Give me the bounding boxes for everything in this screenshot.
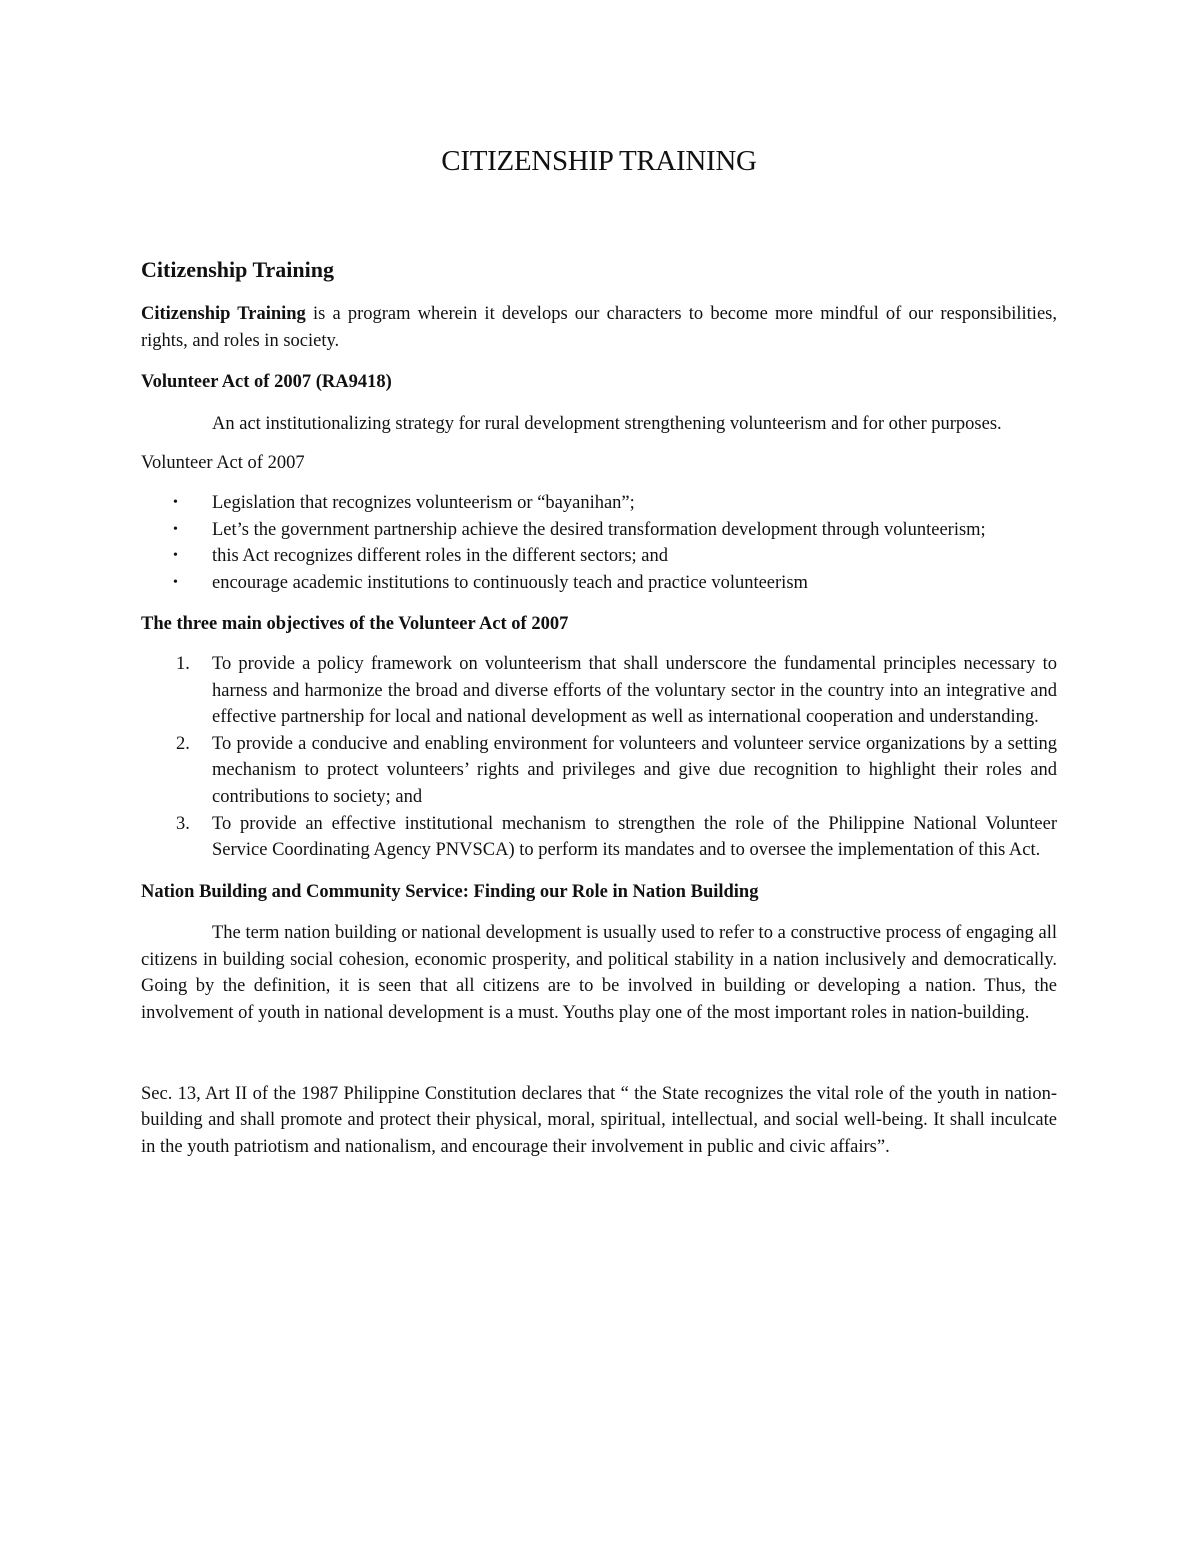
constitution-paragraph: Sec. 13, Art II of the 1987 Philippine Constitution declares that “ the State recognizes the vital role of the youth in nation-building and shall promote and protect their physical, moral, spiritual, intellectual, and social well-being. It shall inculcate in the youth patriotism and nationalism, and encourage their involvement in public and civic affairs”. <box>141 1083 1057 1157</box>
intro-bold-lead: Citizenship Training <box>141 304 306 324</box>
list-item-text: To provide a policy framework on volunteerism that shall underscore the fundamental principles necessary to harness and harmonize the broad and diverse efforts of the voluntary sector in the country into an integrative and effective partnership for local and national development as well as international cooperation and understanding. <box>212 653 1057 728</box>
list-item-text: this Act recognizes different roles in the different sectors; and <box>212 546 669 567</box>
list-item <box>173 570 1057 597</box>
list-item <box>176 651 1057 731</box>
bullet-marker: • <box>173 548 178 564</box>
list-item <box>176 731 1057 811</box>
intro-text: is a program wherein it develops our characters to become more mindful of our responsibilities, rights, and roles in society. <box>141 304 1057 351</box>
nation-building-heading: Nation Building and Community Service: Finding our Role in Nation Building <box>141 881 759 902</box>
volunteer-act-heading: Volunteer Act of 2007 (RA9418) <box>141 372 392 393</box>
section-heading-citizenship-training: Citizenship Training <box>141 257 334 282</box>
document-title: CITIZENSHIP TRAINING <box>441 145 757 177</box>
list-number: 2. <box>176 733 190 754</box>
objectives-heading: The three main objectives of the Volunteer Act of 2007 <box>141 614 569 635</box>
bullet-marker: • <box>173 574 178 590</box>
list-item <box>173 517 1057 544</box>
list-item-text: To provide a conducive and enabling environment for volunteers and volunteer service organizations by a setting mechanism to protect volunteers’ rights and privileges and give due recognition to highlight their roles and contributions to society; and <box>212 733 1057 807</box>
list-item-text: Legislation that recognizes volunteerism or “bayanihan”; <box>212 492 635 513</box>
volunteer-act-description: An act institutionalizing strategy for rural development strengthening volunteerism and for other purposes. <box>212 413 1002 434</box>
bullet-marker: • <box>173 494 178 510</box>
nation-building-paragraph: The term nation building or national development is usually used to refer to a constructive process of engaging all citizens in building social cohesion, economic prosperity, and political stability in a nation inclusively and democratically. Going by the definition, it is seen that all citizens are to be involved in building or developing a nation. Thus, the involvement of youth in national development is a must. Youths play one of the most important roles in nation-building. <box>141 923 1057 1024</box>
list-item-text: Let’s the government partnership achieve the desired transformation development through volunteerism; <box>212 519 986 540</box>
volunteer-act-bullet-list <box>141 490 1057 596</box>
list-item-text: encourage academic institutions to continuously teach and practice volunteerism <box>212 572 808 593</box>
list-item <box>176 811 1057 864</box>
list-item-text: To provide an effective institutional mechanism to strengthen the role of the Philippine National Volunteer Service Coordinating Agency PNVSCA) to perform its mandates and to oversee the implementation of this Act. <box>212 813 1057 861</box>
list-number: 1. <box>176 653 190 674</box>
list-number: 3. <box>176 813 190 834</box>
list-item <box>173 543 1057 570</box>
intro-paragraph <box>141 301 1057 354</box>
objectives-numbered-list <box>141 651 1057 864</box>
bullet-marker: • <box>173 521 178 537</box>
volunteer-act-label: Volunteer Act of 2007 <box>141 453 305 474</box>
list-item <box>173 490 1057 517</box>
